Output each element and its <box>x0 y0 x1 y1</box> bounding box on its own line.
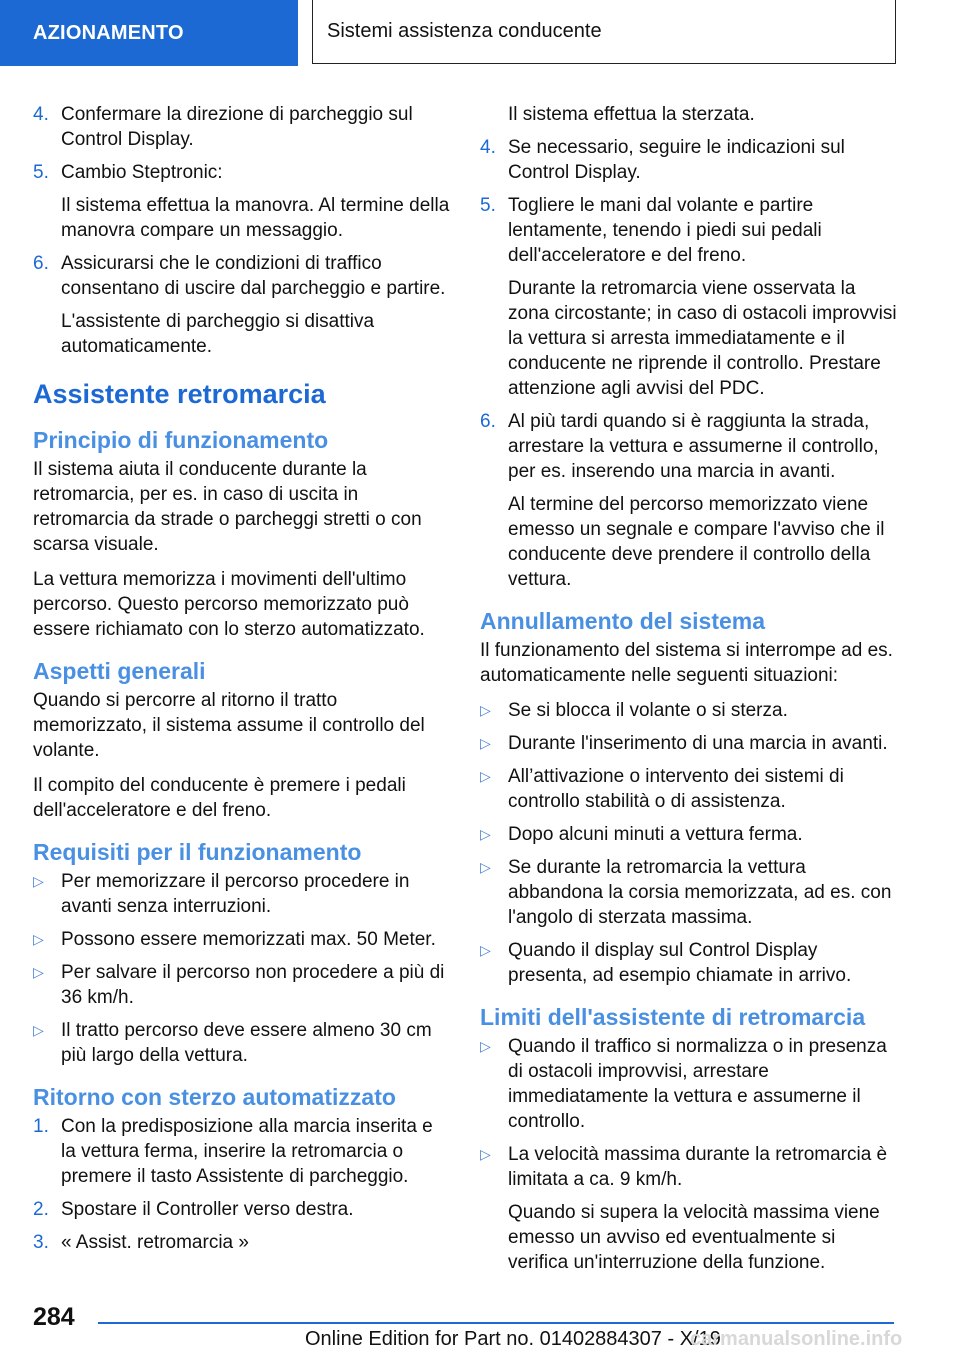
watermark-text: carmanualsonline.info <box>690 1328 903 1350</box>
bullet-triangle-icon: ▷ <box>480 702 491 718</box>
section-tab <box>0 0 298 66</box>
bullet-triangle-icon: ▷ <box>33 931 44 947</box>
step-number: 6. <box>33 253 49 274</box>
bullet-text: Se si blocca il volante o si sterza. <box>508 700 788 721</box>
step-item <box>33 1230 451 1255</box>
step-number: 2. <box>33 1199 49 1220</box>
bullet-item <box>33 927 451 952</box>
subsection-heading: Annullamento del sistema <box>480 608 766 634</box>
subsection-heading: Aspetti generali <box>33 658 206 684</box>
page-number: 284 <box>33 1303 75 1331</box>
bullet-text: Il tratto percorso deve essere almeno 30 cm più largo della vettura. <box>61 1020 432 1066</box>
bullet-item <box>480 764 898 814</box>
bullet-triangle-icon: ▷ <box>33 1022 44 1038</box>
bullet-item <box>480 731 898 756</box>
step-number: 1. <box>33 1116 49 1137</box>
subsection-heading: Principio di funzionamento <box>33 427 329 453</box>
bullet-item <box>480 822 898 847</box>
section-heading: Assistente retromarcia <box>33 379 326 409</box>
paragraph: La vettura memorizza i movimenti dell'ultimo percorso. Questo percorso memorizzato può essere richiamato con lo sterzo automatizzato. <box>33 569 425 640</box>
bullet-triangle-icon: ▷ <box>480 1038 491 1054</box>
subsection-heading: Requisiti per il funzionamento <box>33 839 362 865</box>
bullet-item <box>480 938 898 988</box>
chapter-header <box>312 0 896 64</box>
bullet-item <box>480 698 898 723</box>
bullet-text: Quando il traffico si normalizza o in presenza di ostacoli improvvisi, arrestare immediatamente la vettura e assumerne il controllo. <box>508 1036 887 1132</box>
step-item <box>33 1197 451 1222</box>
bullet-triangle-icon: ▷ <box>480 859 491 875</box>
step-number: 3. <box>33 1232 49 1253</box>
step-text: Togliere le mani dal volante e partire lentamente, tenendo i piedi sui pedali dell'acceleratore e del freno. <box>508 195 822 266</box>
bullet-text: All’attivazione o intervento dei sistemi di controllo stabilità o di assistenza. <box>508 766 844 812</box>
bullet-triangle-icon: ▷ <box>480 735 491 751</box>
step-item <box>33 251 451 359</box>
step-text: Il sistema effettua la manovra. Al termine della manovra compare un messaggio. <box>61 195 450 241</box>
step-item <box>480 193 898 401</box>
bullet-triangle-icon: ▷ <box>33 873 44 889</box>
bullet-text: Quando il display sul Control Display presenta, ad esempio chiamate in arrivo. <box>508 940 852 986</box>
step-item <box>480 135 898 185</box>
step-number: 4. <box>480 137 496 158</box>
chapter-title: Sistemi assistenza conducente <box>327 20 602 42</box>
bullet-item <box>33 960 451 1010</box>
step-text: L'assistente di parcheggio si disattiva automaticamente. <box>61 311 375 357</box>
paragraph: Il sistema aiuta il conducente durante la retromarcia, per es. in caso di uscita in retromarcia da strade o parcheggi stretti o con scarsa visuale. <box>33 459 422 555</box>
step-text: Confermare la direzione di parcheggio sul Control Display. <box>61 104 413 150</box>
bullet-triangle-icon: ▷ <box>480 826 491 842</box>
step-text: Al termine del percorso memorizzato viene emesso un segnale e compare l'avviso che il conducente deve prendere il controllo della vettura. <box>508 494 885 590</box>
bullet-item <box>480 1034 898 1134</box>
step-item <box>33 160 451 243</box>
bullet-triangle-icon: ▷ <box>480 942 491 958</box>
bullet-item <box>33 869 451 919</box>
subsection-heading: Limiti dell'assistente di retromarcia <box>480 1004 866 1030</box>
bullet-item <box>480 855 898 930</box>
step-text: Durante la retromarcia viene osservata la zona circostante; in caso di ostacoli improvvisi la vettura si arresta immediatamente e il conducente ne riprende il controllo. Prestare attenzione agli avvisi del PDC. <box>508 278 897 399</box>
bullet-triangle-icon: ▷ <box>480 768 491 784</box>
step-item <box>480 409 898 592</box>
bullet-triangle-icon: ▷ <box>480 1146 491 1162</box>
step-text: Cambio Steptronic: <box>61 162 223 183</box>
step-number: 5. <box>480 195 496 216</box>
bullet-text: Dopo alcuni minuti a vettura ferma. <box>508 824 803 845</box>
paragraph: Il compito del conducente è premere i pedali dell'acceleratore e del freno. <box>33 775 406 821</box>
bullet-text: Possono essere memorizzati max. 50 Meter. <box>61 929 436 950</box>
bullet-text: La velocità massima durante la retromarcia è limitata a ca. 9 km/h. <box>508 1144 888 1190</box>
step-number: 6. <box>480 411 496 432</box>
bullet-item <box>480 1142 898 1275</box>
step-number: 4. <box>33 104 49 125</box>
step-text: Al più tardi quando si è raggiunta la strada, arrestare la vettura e assumerne il controllo, per es. inserendo una marcia in avanti. <box>508 411 879 482</box>
bullet-text: Per memorizzare il percorso procedere in avanti senza interruzioni. <box>61 871 410 917</box>
bullet-text: Se durante la retromarcia la vettura abbandona la corsia memorizzata, ad es. con l'angolo di sterzata massima. <box>508 857 892 928</box>
step-text: Con la predisposizione alla marcia inserita e la vettura ferma, inserire la retromarcia o premere il tasto Assistente di parcheggio. <box>61 1116 433 1187</box>
subsection-heading: Ritorno con sterzo automatizzato <box>33 1084 396 1110</box>
step-number: 5. <box>33 162 49 183</box>
bullet-text: Per salvare il percorso non procedere a più di 36 km/h. <box>61 962 445 1008</box>
step-item <box>33 1114 451 1189</box>
right-column <box>480 102 898 1283</box>
bullet-text: Quando si supera la velocità massima viene emesso un avviso ed eventualmente si verifica un'interruzione della funzione. <box>508 1202 880 1273</box>
step-text: Assicurarsi che le condizioni di traffico consentano di uscire dal parcheggio e partire. <box>61 253 446 299</box>
section-title: AZIONAMENTO <box>33 21 184 44</box>
left-column <box>33 102 451 1263</box>
bullet-text: Durante l'inserimento di una marcia in avanti. <box>508 733 888 754</box>
bullet-triangle-icon: ▷ <box>33 964 44 980</box>
step-text: « Assist. retromarcia » <box>61 1232 249 1253</box>
paragraph: Quando si percorre al ritorno il tratto memorizzato, il sistema assume il controllo del volante. <box>33 690 425 761</box>
step-item <box>33 102 451 152</box>
paragraph: Il funzionamento del sistema si interrompe ad es. automaticamente nelle seguenti situazioni: <box>480 640 893 686</box>
step-text: Se necessario, seguire le indicazioni sul Control Display. <box>508 137 845 183</box>
footer-edition: Online Edition for Part no. 01402884307 - X/19 <box>305 1328 721 1350</box>
bullet-item <box>33 1018 451 1068</box>
footer-divider <box>98 1322 894 1324</box>
step-continuation: Il sistema effettua la sterzata. <box>508 104 755 125</box>
step-text: Spostare il Controller verso destra. <box>61 1199 354 1220</box>
